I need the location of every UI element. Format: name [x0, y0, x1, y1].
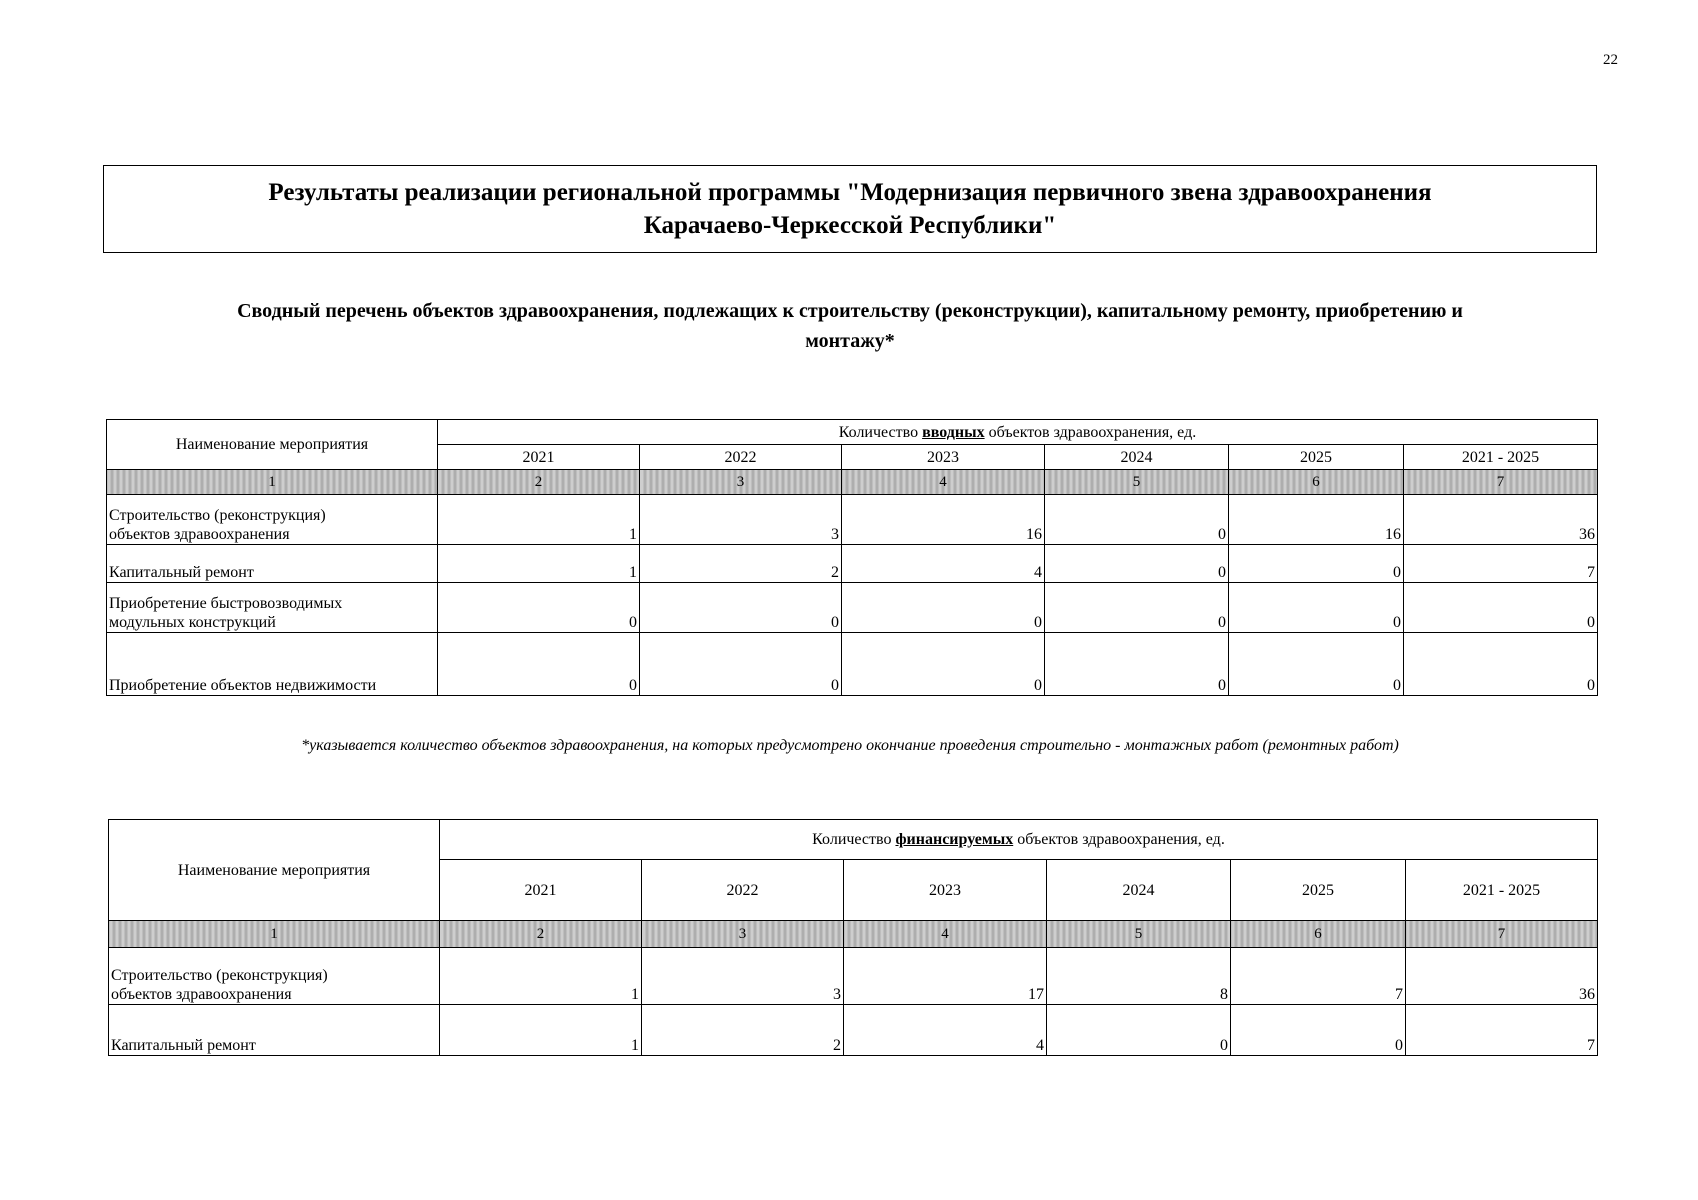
- column-number-row: [109, 921, 1598, 948]
- year-header: 2024: [1047, 860, 1231, 921]
- table-row: [107, 583, 1598, 633]
- cell-value: 36: [1404, 495, 1598, 545]
- cell-value: 0: [1045, 633, 1229, 696]
- year-header: 2021: [440, 860, 642, 921]
- cell-value: 0: [1404, 633, 1598, 696]
- table-row: [109, 948, 1598, 1005]
- cell-value: 0: [1047, 1005, 1231, 1056]
- cell-value: 2: [642, 1005, 844, 1056]
- year-header: 2025: [1229, 445, 1404, 470]
- financed-objects-table: [108, 819, 1598, 1056]
- cell-value: 0: [1231, 1005, 1406, 1056]
- cell-value: 1: [440, 948, 642, 1005]
- cell-value: 3: [640, 495, 842, 545]
- cell-value: 0: [842, 633, 1045, 696]
- cell-value: 7: [1231, 948, 1406, 1005]
- column-number: 3: [640, 470, 842, 495]
- table-row: [107, 633, 1598, 696]
- column-number: 7: [1404, 470, 1598, 495]
- title-line-1: Результаты реализации региональной программы "Модернизация первичного звена здравоохранения: [268, 179, 1432, 206]
- subtitle-line-2: монтажу*: [805, 330, 895, 352]
- table-row: [109, 1005, 1598, 1056]
- table-row: [107, 545, 1598, 583]
- cell-value: 7: [1406, 1005, 1598, 1056]
- year-header: 2023: [844, 860, 1047, 921]
- cell-value: 0: [1045, 495, 1229, 545]
- cell-value: 0: [640, 583, 842, 633]
- document-subtitle: [103, 296, 1597, 356]
- cell-value: 0: [1045, 583, 1229, 633]
- footnote: *указывается количество объектов здравоохранения, на которых предусмотрено окончание проведения строительно - монтажных работ (ремонтных работ): [301, 737, 1399, 754]
- name-column-header: Наименование мероприятия: [107, 420, 438, 470]
- group-header: Количество финансируемых объектов здравоохранения, ед.: [440, 820, 1598, 860]
- cell-value: 0: [1045, 545, 1229, 583]
- cell-value: 3: [642, 948, 844, 1005]
- name-column-header: Наименование мероприятия: [109, 820, 440, 921]
- cell-value: 0: [1229, 633, 1404, 696]
- year-header: 2024: [1045, 445, 1229, 470]
- year-header: 2023: [842, 445, 1045, 470]
- cell-value: 1: [440, 1005, 642, 1056]
- column-number: 1: [107, 470, 438, 495]
- title-line-2: Карачаево-Черкесской Республики": [643, 212, 1057, 239]
- row-name: Строительство (реконструкция) объектов здравоохранения: [107, 495, 438, 545]
- row-name: Приобретение объектов недвижимости: [107, 633, 438, 696]
- column-number: 2: [438, 470, 640, 495]
- year-header: 2021 - 2025: [1406, 860, 1598, 921]
- cell-value: 17: [844, 948, 1047, 1005]
- cell-value: 0: [1229, 545, 1404, 583]
- column-number: 4: [842, 470, 1045, 495]
- cell-value: 4: [842, 545, 1045, 583]
- column-number: 1: [109, 921, 440, 948]
- year-header: 2025: [1231, 860, 1406, 921]
- year-header: 2021 - 2025: [1404, 445, 1598, 470]
- cell-value: 0: [438, 633, 640, 696]
- table-row: [107, 495, 1598, 545]
- cell-value: 0: [842, 583, 1045, 633]
- subtitle-line-1: Сводный перечень объектов здравоохранения, подлежащих к строительству (реконструкции), капитальному ремонту, приобретению и: [237, 300, 1463, 322]
- column-number: 5: [1045, 470, 1229, 495]
- column-number: 7: [1406, 921, 1598, 948]
- cell-value: 4: [844, 1005, 1047, 1056]
- group-emphasis: вводных: [922, 423, 985, 441]
- column-number: 6: [1231, 921, 1406, 948]
- year-header: 2022: [642, 860, 844, 921]
- cell-value: 0: [1229, 583, 1404, 633]
- row-name: Капитальный ремонт: [109, 1005, 440, 1056]
- column-number-row: [107, 470, 1598, 495]
- cell-value: 2: [640, 545, 842, 583]
- commissioned-objects-table: [106, 419, 1598, 696]
- cell-value: 1: [438, 495, 640, 545]
- row-name: Приобретение быстровозводимых модульных конструкций: [107, 583, 438, 633]
- column-number: 5: [1047, 921, 1231, 948]
- year-header: 2021: [438, 445, 640, 470]
- document-title: [103, 165, 1597, 253]
- cell-value: 0: [1404, 583, 1598, 633]
- cell-value: 1: [438, 545, 640, 583]
- column-number: 3: [642, 921, 844, 948]
- row-name: Строительство (реконструкция) объектов здравоохранения: [109, 948, 440, 1005]
- cell-value: 8: [1047, 948, 1231, 1005]
- page-number: 22: [1603, 52, 1618, 68]
- group-header: Количество вводных объектов здравоохранения, ед.: [438, 420, 1598, 445]
- cell-value: 16: [842, 495, 1045, 545]
- row-name: Капитальный ремонт: [107, 545, 438, 583]
- group-emphasis: финансируемых: [895, 831, 1014, 848]
- cell-value: 16: [1229, 495, 1404, 545]
- cell-value: 36: [1406, 948, 1598, 1005]
- cell-value: 7: [1404, 545, 1598, 583]
- year-header: 2022: [640, 445, 842, 470]
- column-number: 4: [844, 921, 1047, 948]
- cell-value: 0: [640, 633, 842, 696]
- column-number: 2: [440, 921, 642, 948]
- column-number: 6: [1229, 470, 1404, 495]
- cell-value: 0: [438, 583, 640, 633]
